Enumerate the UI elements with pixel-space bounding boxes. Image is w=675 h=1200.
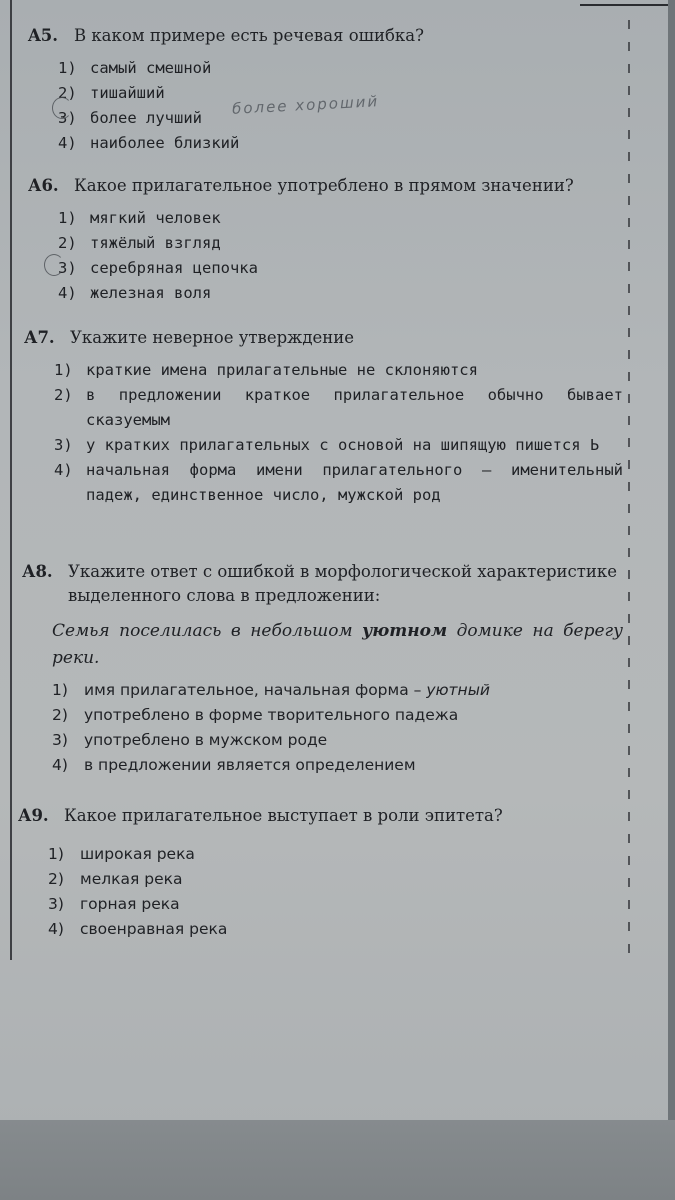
answer-option[interactable]: 2) тяжёлый взгляд: [58, 234, 221, 252]
question-number: А7.: [24, 328, 55, 347]
question-prompt: Укажите ответ с ошибкой в морфологической характеристике выделенного слова в предложении:: [68, 562, 617, 605]
question-number: A5.: [28, 26, 59, 45]
answer-option[interactable]: 2) употреблено в форме творительного падежа: [52, 706, 459, 724]
answer-option[interactable]: 4) своенравная река: [48, 920, 228, 938]
answer-options: [48, 842, 623, 942]
example-sentence: Семья поселилась в небольшом уютном домике на берегу реки.: [52, 621, 623, 668]
answer-option[interactable]: 3) более лучший: [58, 109, 202, 127]
answer-options: [54, 358, 623, 508]
question-number: А8.: [22, 562, 53, 581]
answer-option[interactable]: 2) тишайший: [58, 84, 165, 102]
answer-options: [52, 678, 623, 778]
answer-option[interactable]: 2) в предложении краткое прилагательное обычно бывает сказуемым: [54, 386, 623, 429]
answer-option[interactable]: 2) мелкая река: [48, 870, 183, 888]
handwritten-note: более хороший: [231, 92, 380, 118]
top-border-line: [580, 4, 668, 6]
question-a8: [22, 560, 623, 778]
answer-option[interactable]: 1) краткие имена прилагательные не склоняются: [54, 361, 478, 379]
answer-option[interactable]: 3) горная река: [48, 895, 180, 913]
answer-option[interactable]: 4) начальная форма имени прилагательного – именительный падеж, единственное число, мужской род: [54, 461, 623, 504]
answer-option[interactable]: 1) самый смешной: [58, 59, 212, 77]
answer-option[interactable]: 1) мягкий человек: [58, 209, 221, 227]
question-prompt: Какое прилагательное выступает в роли эпитета?: [64, 806, 503, 825]
answer-option[interactable]: 1) имя прилагательное, начальная форма – уютный: [52, 681, 491, 699]
question-a5: [28, 24, 623, 156]
left-margin-line: [10, 0, 12, 960]
answer-option[interactable]: 3) у кратких прилагательных с основой на шипящую пишется Ь: [54, 436, 600, 454]
question-prompt: Укажите неверное утверждение: [70, 328, 355, 347]
answer-option[interactable]: 4) наиболее близкий: [58, 134, 240, 152]
question-a6: [28, 174, 623, 306]
question-number: А9.: [18, 806, 49, 825]
cut-line-dashed: [628, 20, 630, 960]
answer-option[interactable]: 4) в предложении является определением: [52, 756, 416, 774]
answer-options: [58, 206, 623, 306]
highlighted-word: уютном: [362, 621, 448, 641]
table-surface: [0, 1120, 675, 1200]
answer-option[interactable]: 3) серебряная цепочка: [58, 259, 258, 277]
answer-option[interactable]: 4) железная воля: [58, 284, 212, 302]
answer-option[interactable]: 3) употреблено в мужском роде: [52, 731, 328, 749]
question-prompt: Какое прилагательное употреблено в прямом значении?: [74, 176, 574, 195]
question-number: А6.: [28, 176, 59, 195]
question-a7: [24, 326, 623, 508]
question-prompt: В каком примере есть речевая ошибка?: [74, 26, 424, 45]
answer-option[interactable]: 1) широкая река: [48, 845, 195, 863]
question-a9: [18, 804, 623, 942]
pencil-circle-mark: [52, 97, 72, 119]
pencil-circle-mark: [44, 254, 64, 276]
